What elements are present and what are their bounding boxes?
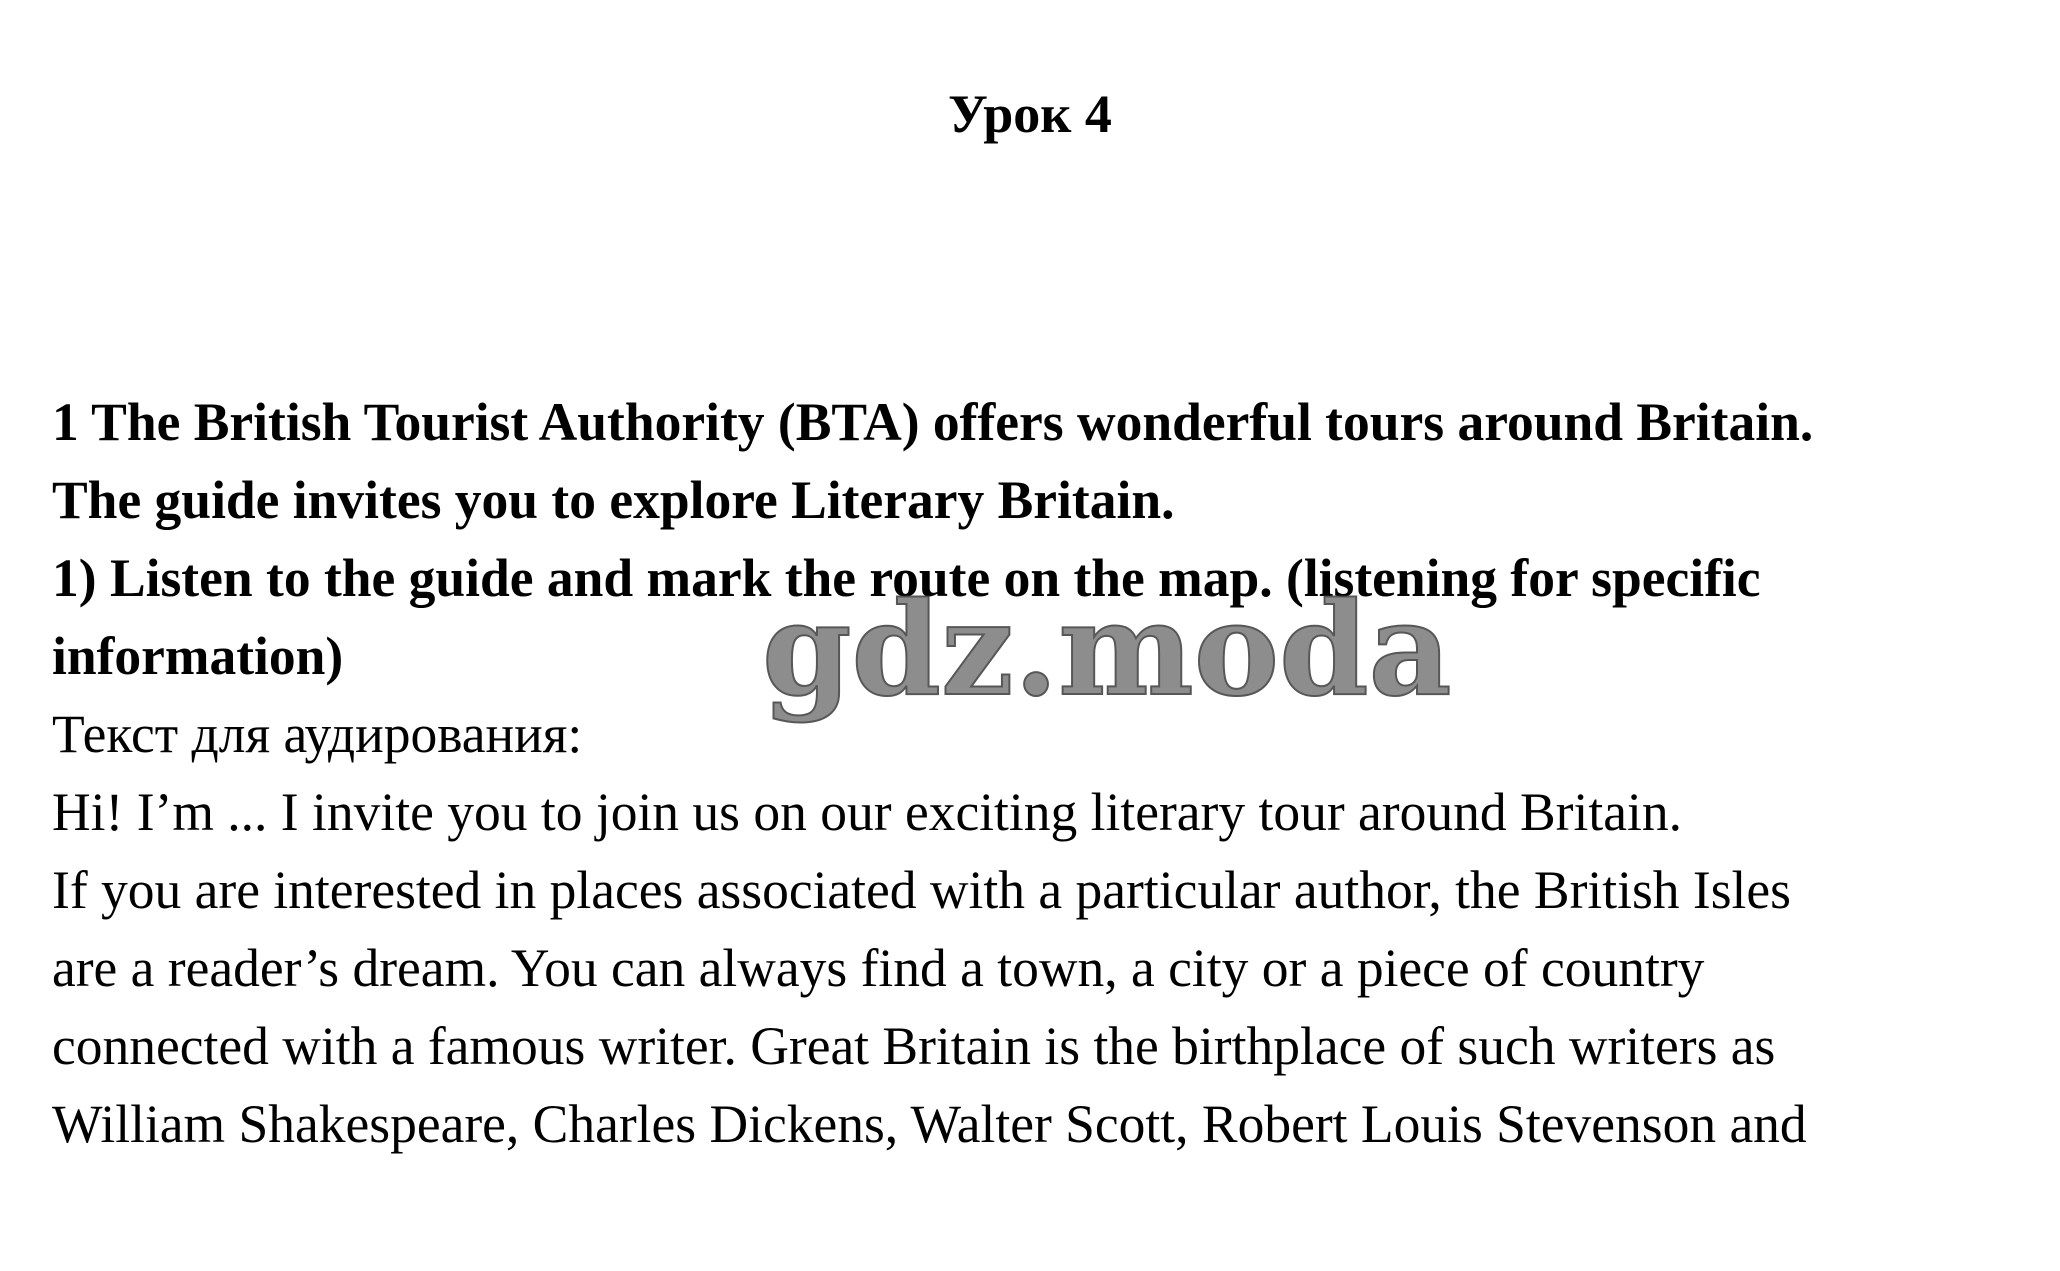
task-line-3: 1) Listen to the guide and mark the route on the map. (listening for specific <box>52 548 1761 608</box>
listening-text-label: Текст для аудирования: <box>52 704 583 764</box>
task-line-4: information) <box>52 626 344 686</box>
document-body <box>52 383 2042 1163</box>
text-line-2: If you are interested in places associated with a particular author, the British Isles <box>52 860 1791 920</box>
task-line-2: The guide invites you to explore Literary Britain. <box>52 470 1175 530</box>
text-line-5: William Shakespeare, Charles Dickens, Walter Scott, Robert Louis Stevenson and <box>52 1094 1807 1154</box>
watermark-logo <box>752 575 1452 742</box>
svg-text:gdz.moda: gdz.moda <box>762 575 1452 725</box>
task-line-1: 1 The British Tourist Authority (BTA) offers wonderful tours around Britain. <box>52 392 1814 452</box>
text-line-3: are a reader’s dream. You can always find a town, a city or a piece of country <box>52 938 1705 998</box>
lesson-title: Урок 4 <box>948 84 1112 144</box>
text-line-1: Hi! I’m ... I invite you to join us on our exciting literary tour around Britain. <box>52 782 1682 842</box>
text-line-4: connected with a famous writer. Great Britain is the birthplace of such writers as <box>52 1016 1776 1076</box>
